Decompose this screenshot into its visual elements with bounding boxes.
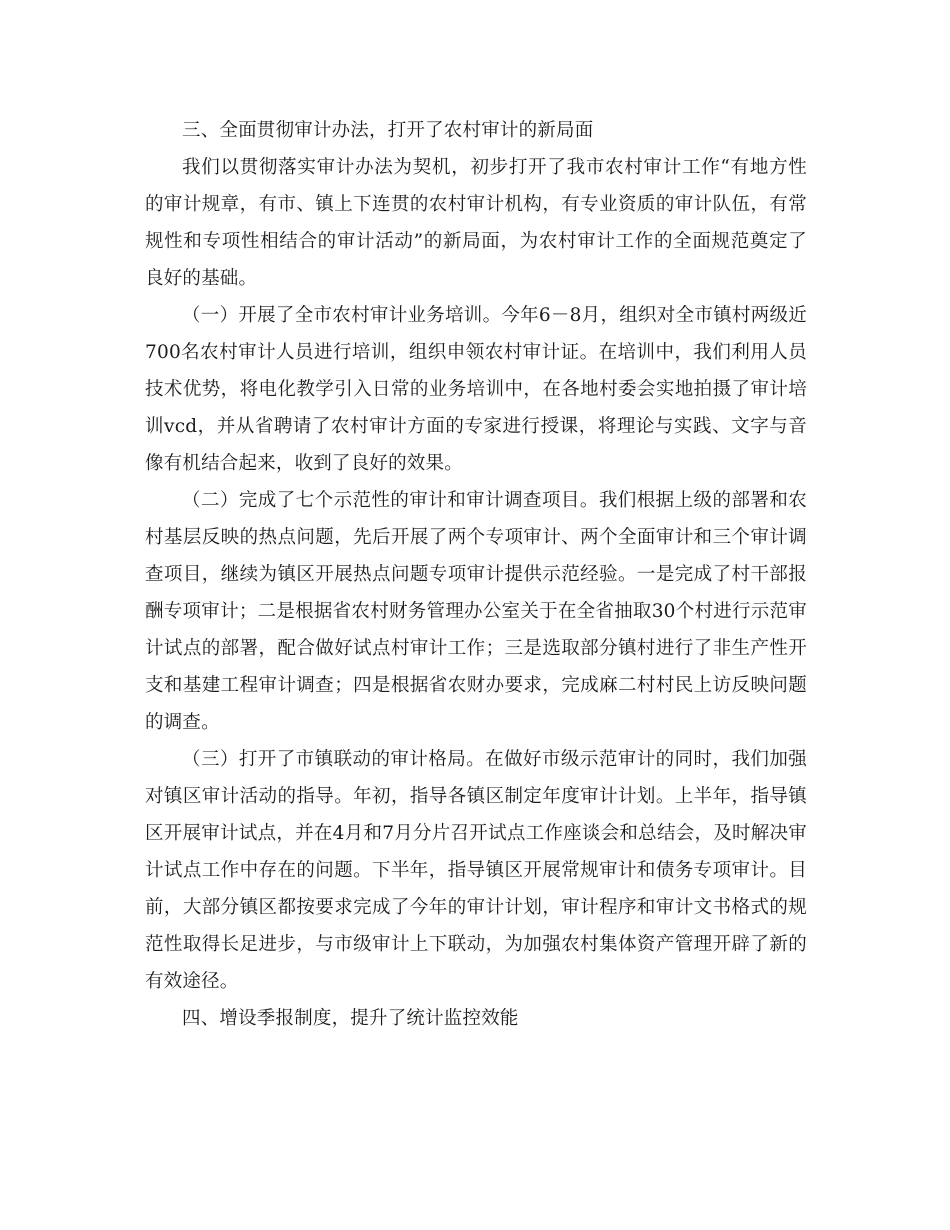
paragraph-item-2: （二）完成了七个示范性的审计和审计调查项目。我们根据上级的部署和农村基层反映的热点问题，先后开展了两个专项审计、两个全面审计和三个审计调查项目，继续为镇区开展热点问题专项审计提供示范经验。一是完成了村干部报酬专项审计；二是根据省农村财务管理办公室关于在全省抽取30个村进行示范审计试点的部署，配合做好试点村审计工作；三是选取部分镇村进行了非生产性开支和基建工程审计调查；四是根据省农财办要求，完成麻二村村民上访反映问题的调查。 [145,490,807,733]
section-heading-4: 四、增设季报制度，提升了统计监控效能 [182,1008,519,1029]
paragraph-item-3: （三）打开了市镇联动的审计格局。在做好市级示范审计的同时，我们加强对镇区审计活动的指导。年初，指导各镇区制定年度审计计划。上半年，指导镇区开展审计试点，并在4月和7月分片召开试点工作座谈会和总结会，及时解决审计试点工作中存在的问题。下半年，指导镇区开展常规审计和债务专项审计。目前，大部分镇区都按要求完成了今年的审计计划，审计程序和审计文书格式的规范性取得长足进步，与市级审计上下联动，为加强农村集体资产管理开辟了新的有效途径。 [145,749,807,992]
paragraph-intro: 我们以贯彻落实审计办法为契机，初步打开了我市农村审计工作“有地方性的审计规章，有市、镇上下连贯的农村审计机构，有专业资质的审计队伍，有常规性和专项性相结合的审计活动”的新局面，为农村审计工作的全面规范奠定了良好的基础。 [145,157,807,289]
section-heading-3: 三、全面贯彻审计办法，打开了农村审计的新局面 [182,120,594,141]
document-body [145,112,807,1037]
paragraph-item-1: （一）开展了全市农村审计业务培训。今年6－8月，组织对全市镇村两级近700名农村审计人员进行培训，组织申领农村审计证。在培训中，我们利用人员技术优势，将电化教学引入日常的业务培训中，在各地村委会实地拍摄了审计培训vcd，并从省聘请了农村审计方面的专家进行授课，将理论与实践、文字与音像有机结合起来，收到了良好的效果。 [145,305,807,474]
